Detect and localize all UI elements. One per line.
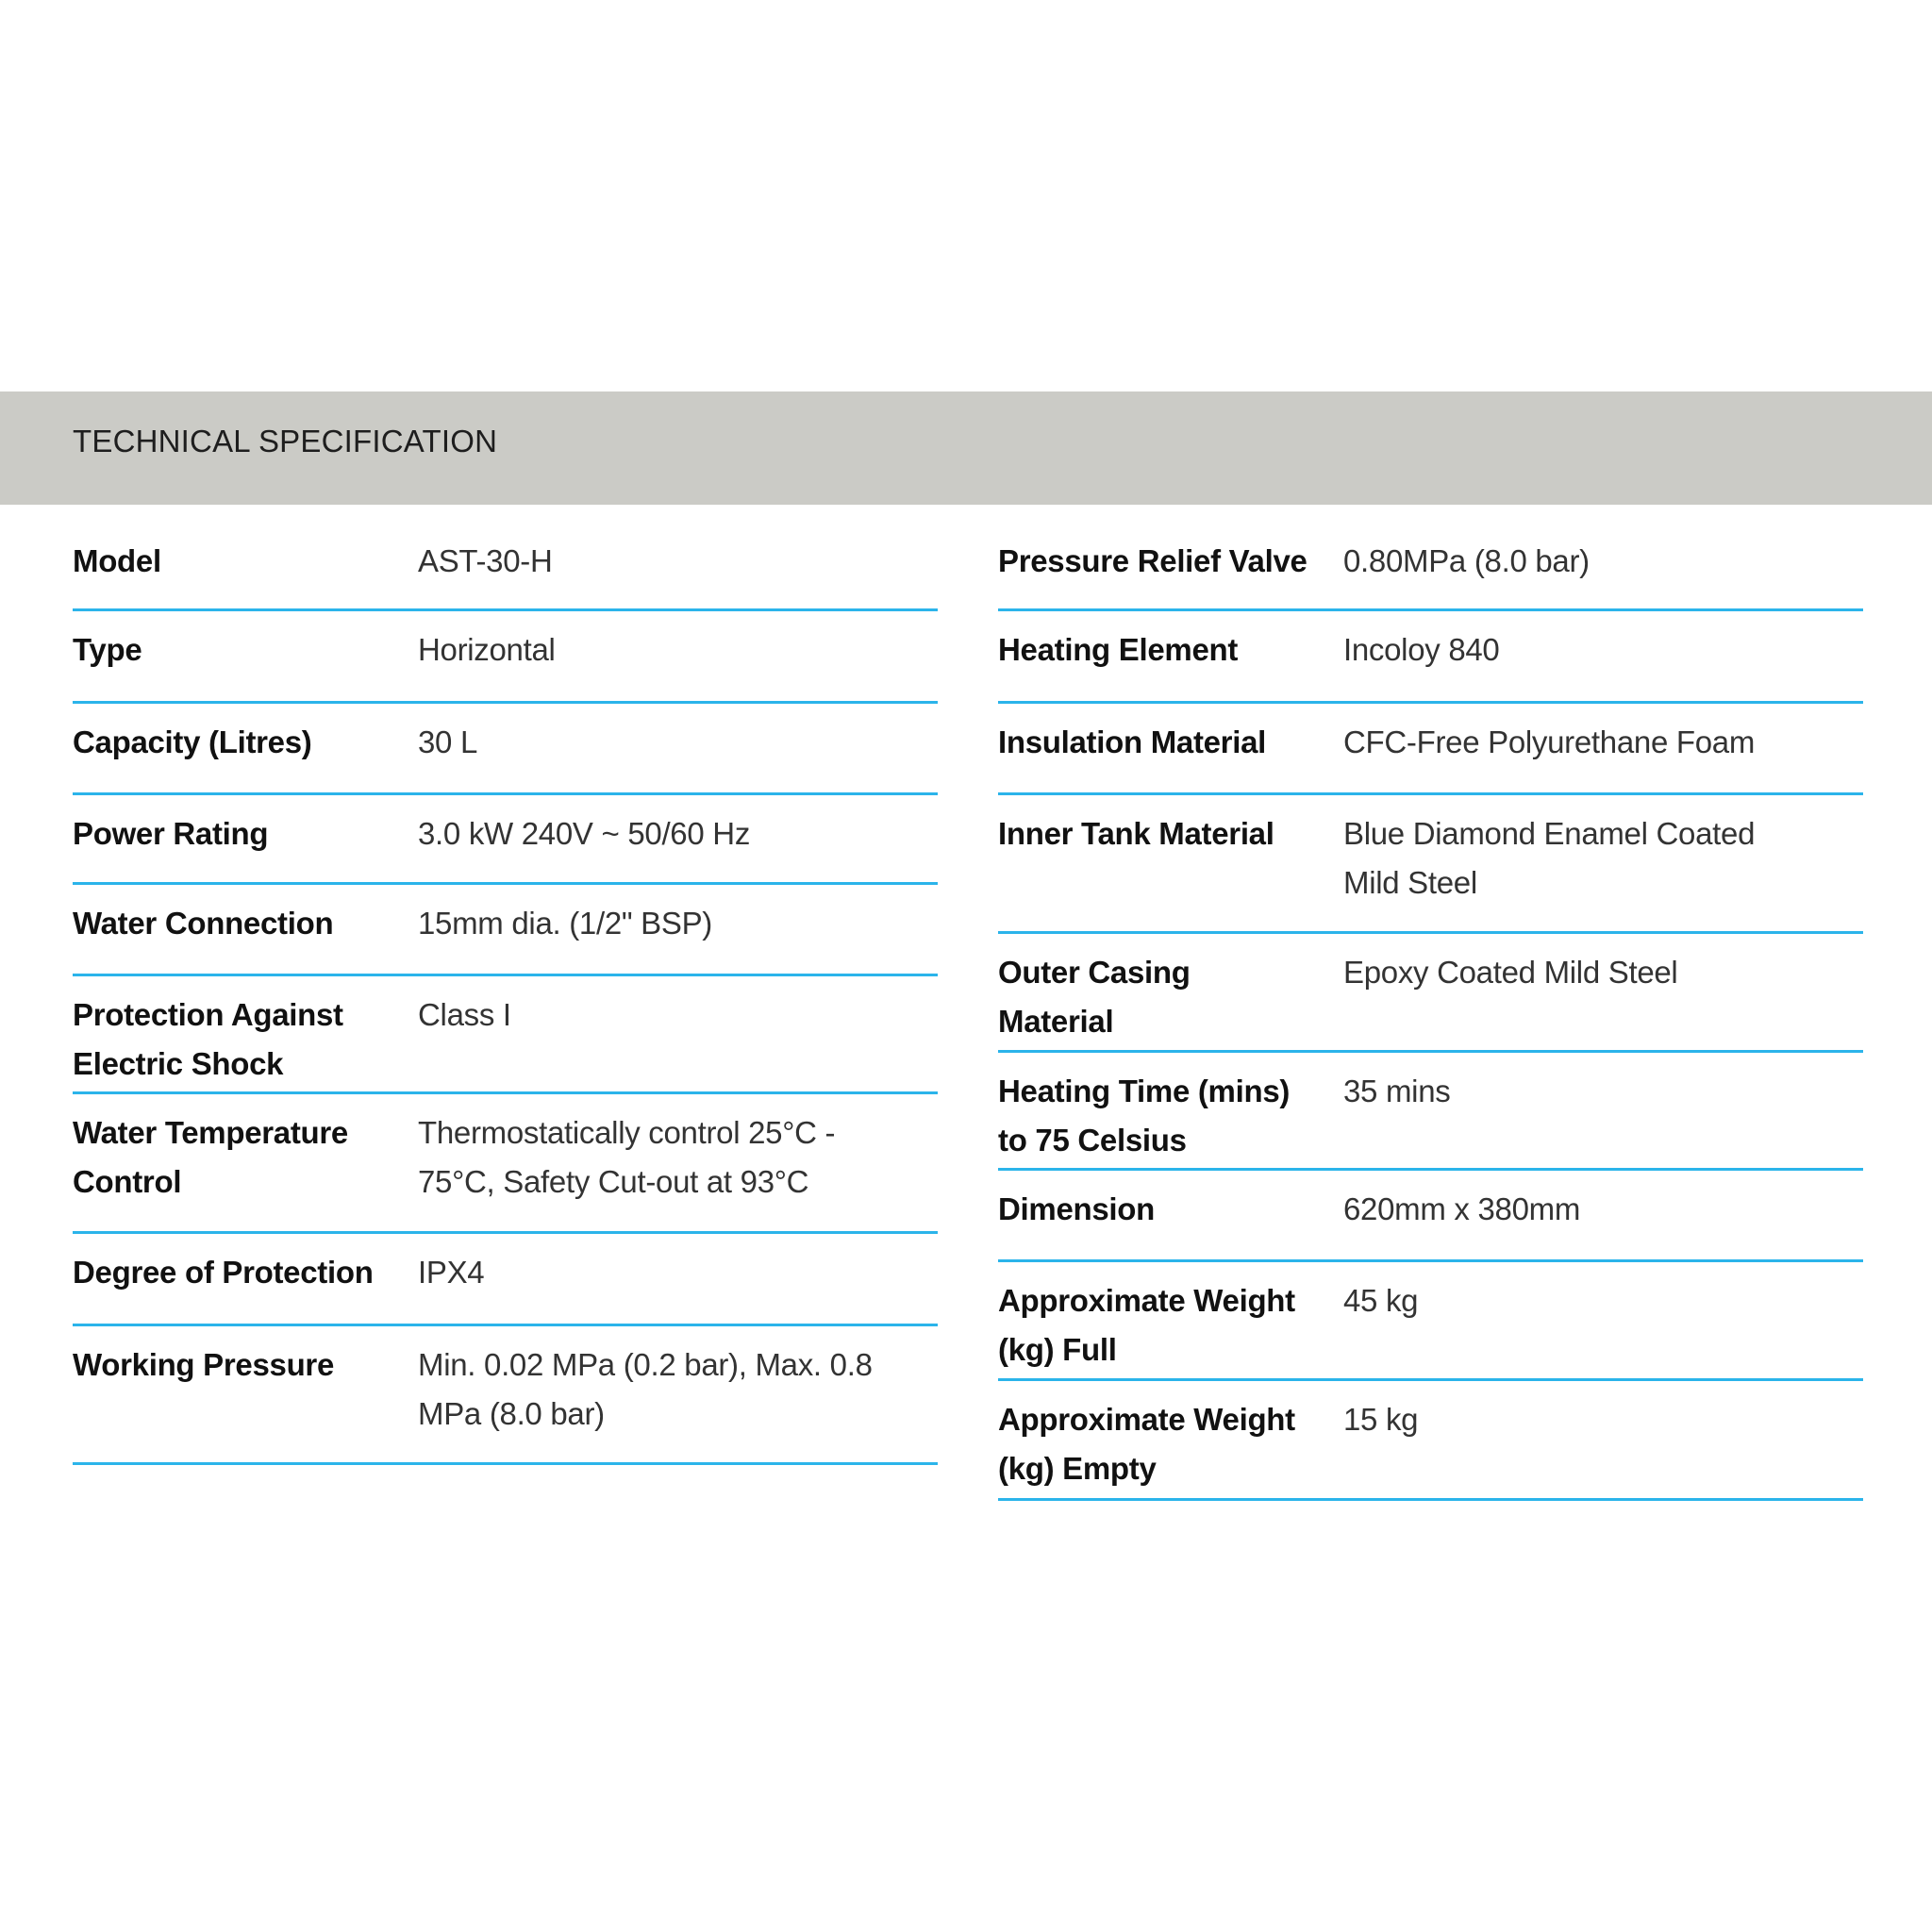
spec-row-pressure-relief-valve bbox=[998, 523, 1863, 611]
spec-value: Class I bbox=[418, 997, 511, 1032]
spec-value: Thermostatically control 25°C - 75°C, Safety Cut-out at 93°C bbox=[418, 1115, 836, 1199]
spec-row-power-rating bbox=[73, 795, 938, 885]
spec-label: Water Temperature Control bbox=[73, 1115, 348, 1199]
spec-row-capacity bbox=[73, 704, 938, 795]
spec-row-type bbox=[73, 611, 938, 704]
spec-row-water-temperature-control bbox=[73, 1094, 938, 1234]
spec-value: CFC-Free Polyurethane Foam bbox=[1343, 724, 1756, 759]
spec-row-water-connection bbox=[73, 885, 938, 976]
spec-row-weight-empty bbox=[998, 1381, 1863, 1501]
spec-label: Capacity (Litres) bbox=[73, 724, 312, 759]
spec-label: Approximate Weight (kg) Full bbox=[998, 1283, 1295, 1367]
spec-label: Working Pressure bbox=[73, 1347, 335, 1382]
spec-value: Epoxy Coated Mild Steel bbox=[1343, 955, 1678, 990]
spec-value: 15mm dia. (1/2" BSP) bbox=[418, 906, 712, 941]
spec-row-inner-tank-material bbox=[998, 795, 1863, 934]
spec-value: Min. 0.02 MPa (0.2 bar), Max. 0.8 MPa (8.0 bar) bbox=[418, 1347, 873, 1431]
spec-value: 620mm x 380mm bbox=[1343, 1191, 1581, 1226]
spec-row-insulation-material bbox=[998, 704, 1863, 795]
spec-row-electric-shock-protection bbox=[73, 976, 938, 1094]
spec-row-outer-casing-material bbox=[998, 934, 1863, 1053]
spec-value: 15 kg bbox=[1343, 1402, 1419, 1437]
spec-label: Water Connection bbox=[73, 906, 334, 941]
spec-label: Type bbox=[73, 632, 142, 667]
spec-label: Heating Time (mins) to 75 Celsius bbox=[998, 1074, 1291, 1158]
spec-row-weight-full bbox=[998, 1262, 1863, 1381]
spec-value: 3.0 kW 240V ~ 50/60 Hz bbox=[418, 816, 751, 851]
spec-value: Horizontal bbox=[418, 632, 556, 667]
spec-value: 0.80MPa (8.0 bar) bbox=[1343, 543, 1590, 578]
spec-value: Incoloy 840 bbox=[1343, 632, 1500, 667]
spec-value: 45 kg bbox=[1343, 1283, 1419, 1318]
spec-label: Pressure Relief Valve bbox=[998, 543, 1307, 578]
spec-row-model bbox=[73, 523, 938, 611]
spec-value: Blue Diamond Enamel Coated Mild Steel bbox=[1343, 816, 1756, 900]
spec-label: Degree of Protection bbox=[73, 1255, 374, 1290]
spec-value: 30 L bbox=[418, 724, 478, 759]
spec-label: Protection Against Electric Shock bbox=[73, 997, 343, 1081]
spec-label: Approximate Weight (kg) Empty bbox=[998, 1402, 1295, 1486]
spec-label: Insulation Material bbox=[998, 724, 1267, 759]
spec-label: Inner Tank Material bbox=[998, 816, 1274, 851]
spec-row-heating-element bbox=[998, 611, 1863, 704]
spec-label: Model bbox=[73, 543, 161, 578]
spec-label: Heating Element bbox=[998, 632, 1239, 667]
spec-label: Outer Casing Material bbox=[998, 955, 1191, 1039]
spec-row-heating-time bbox=[998, 1053, 1863, 1171]
spec-label: Power Rating bbox=[73, 816, 269, 851]
spec-value: IPX4 bbox=[418, 1255, 485, 1290]
spec-row-working-pressure bbox=[73, 1326, 938, 1465]
spec-row-dimension bbox=[998, 1171, 1863, 1262]
spec-value: AST-30-H bbox=[418, 543, 553, 578]
spec-row-degree-of-protection bbox=[73, 1234, 938, 1326]
spec-value: 35 mins bbox=[1343, 1074, 1451, 1108]
spec-label: Dimension bbox=[998, 1191, 1155, 1226]
section-title: TECHNICAL SPECIFICATION bbox=[73, 424, 498, 458]
